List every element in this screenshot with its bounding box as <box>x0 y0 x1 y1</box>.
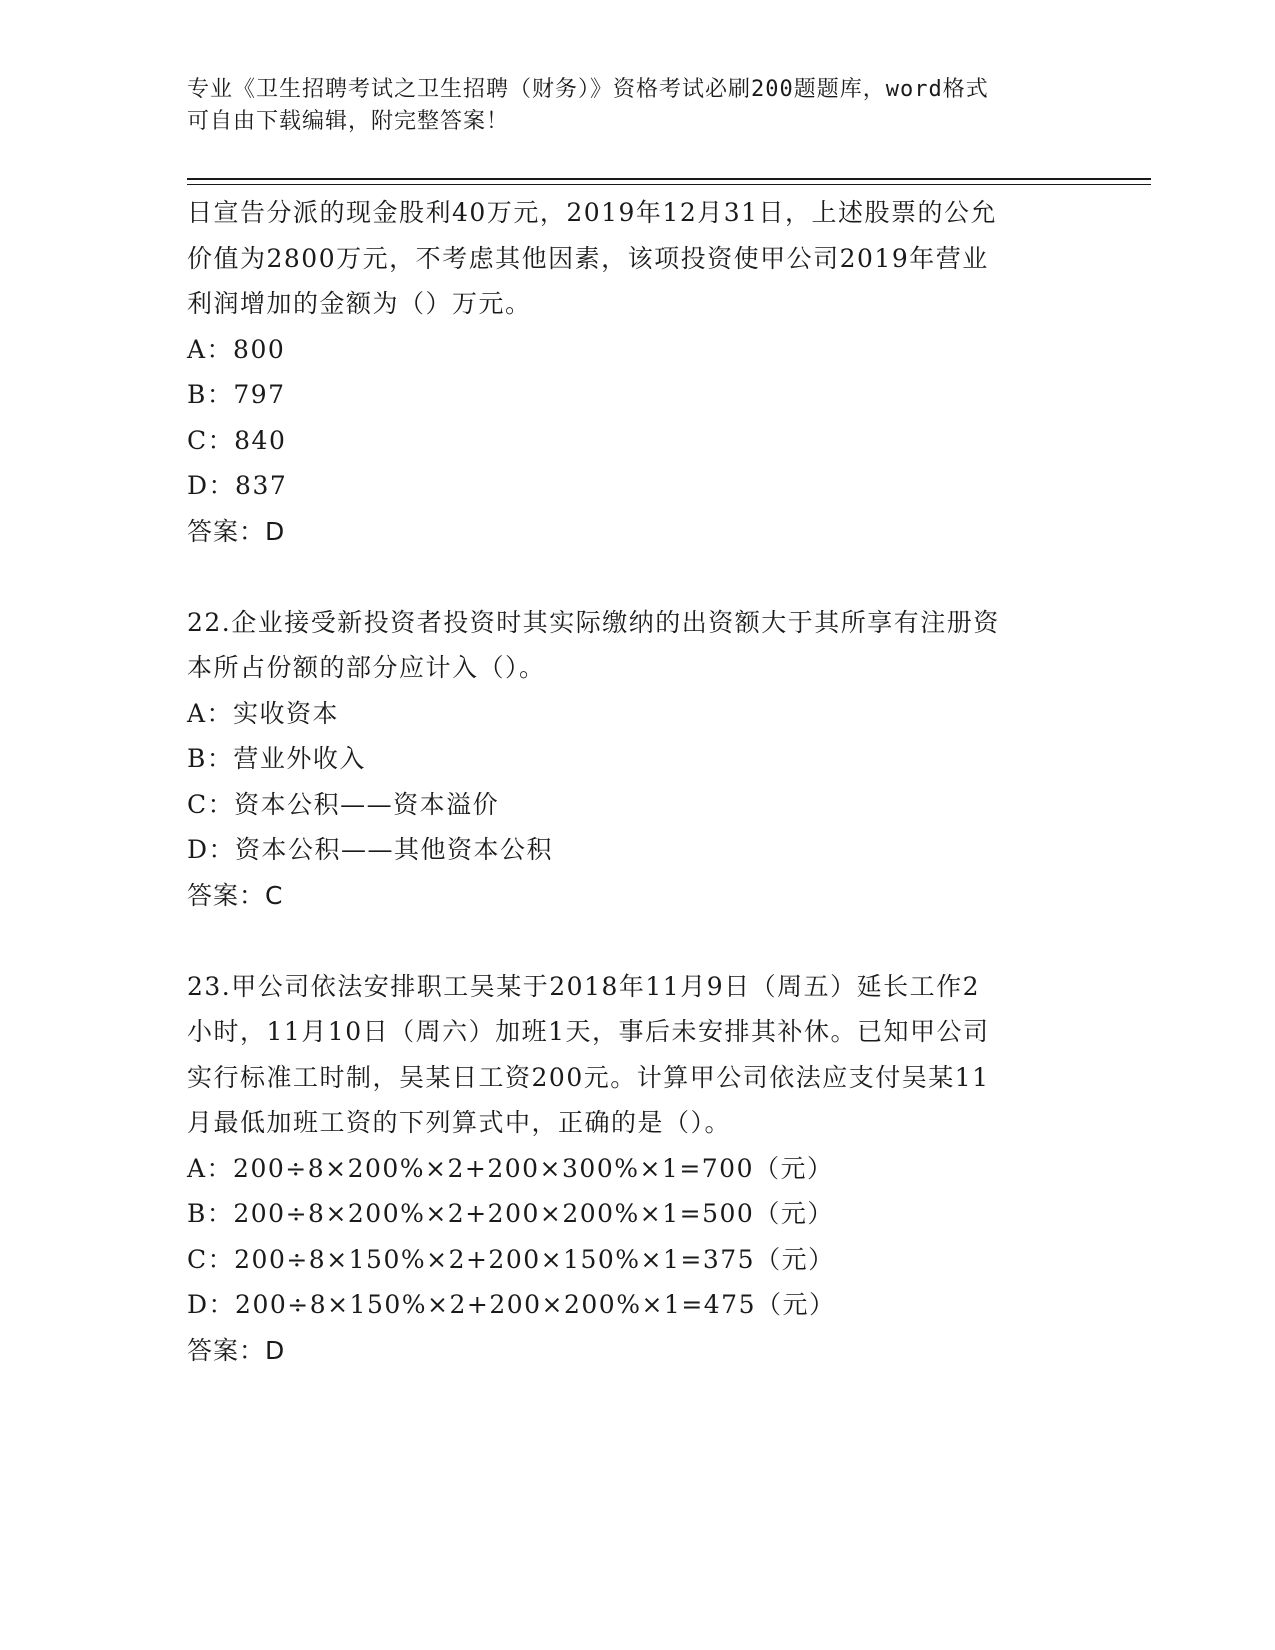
question-22-stem-line: 本所占份额的部分应计入（）。 <box>187 653 546 682</box>
question-23-block <box>187 964 1087 1374</box>
question-23-stem-line: 23.甲公司依法安排职工吴某于2018年11月9日（周五）延长工作2 <box>187 971 981 1001</box>
question-21-option-d: D：837 <box>187 471 288 500</box>
spacer <box>187 554 1087 600</box>
question-22-option-d: D：资本公积——其他资本公积 <box>187 835 554 864</box>
question-21-option-b: B：797 <box>187 380 286 409</box>
question-21-stem-line: 日宣告分派的现金股利40万元，2019年12月31日，上述股票的公允 <box>187 198 998 227</box>
question-22-option-c: C：资本公积——资本溢价 <box>187 789 500 819</box>
question-22-option-b: B：营业外收入 <box>187 744 366 773</box>
question-23-option-c: C：200÷8×150%×2+200×150%×1=375（元） <box>187 1244 835 1274</box>
question-21-option-c: C：840 <box>187 425 287 455</box>
question-21-stem-line: 价值为2800万元，不考虑其他因素，该项投资使甲公司2019年营业 <box>187 243 989 273</box>
question-23-option-d: D：200÷8×150%×2+200×200%×1=475（元） <box>187 1290 836 1319</box>
question-22-stem-line: 22.企业接受新投资者投资时其实际缴纳的出资额大于其所享有注册资 <box>187 607 1000 637</box>
header-line-2: 可自由下载编辑，附完整答案！ <box>187 109 510 134</box>
document-header <box>187 74 1087 138</box>
question-23-answer: 答案：D <box>187 1335 286 1365</box>
question-23-option-b: B：200÷8×200%×2+200×200%×1=500（元） <box>187 1199 834 1228</box>
header-divider-thick <box>187 178 1151 180</box>
header-divider-thin <box>187 184 1151 185</box>
spacer <box>187 918 1087 964</box>
question-23-stem-line: 小时，11月10日（周六）加班1天，事后未安排其补休。已知甲公司 <box>187 1017 990 1046</box>
question-21-option-a: A：800 <box>187 334 286 364</box>
question-23-option-a: A：200÷8×200%×2+200×300%×1=700（元） <box>187 1153 834 1183</box>
question-21-block <box>187 190 1087 554</box>
question-22-option-a: A：实收资本 <box>187 698 340 728</box>
question-21-answer: 答案：D <box>187 516 286 546</box>
header-line-1: 专业《卫生招聘考试之卫生招聘（财务）》资格考试必刷200题题库，word格式 <box>187 77 989 102</box>
question-21-stem-line: 利润增加的金额为（）万元。 <box>187 289 532 318</box>
question-22-block <box>187 600 1087 919</box>
question-content <box>187 190 1087 1373</box>
question-23-stem-line: 月最低加班工资的下列算式中，正确的是（）。 <box>187 1108 732 1137</box>
question-22-answer: 答案：C <box>187 880 284 910</box>
question-23-stem-line: 实行标准工时制，吴某日工资200元。计算甲公司依法应支付吴某11 <box>187 1062 990 1092</box>
